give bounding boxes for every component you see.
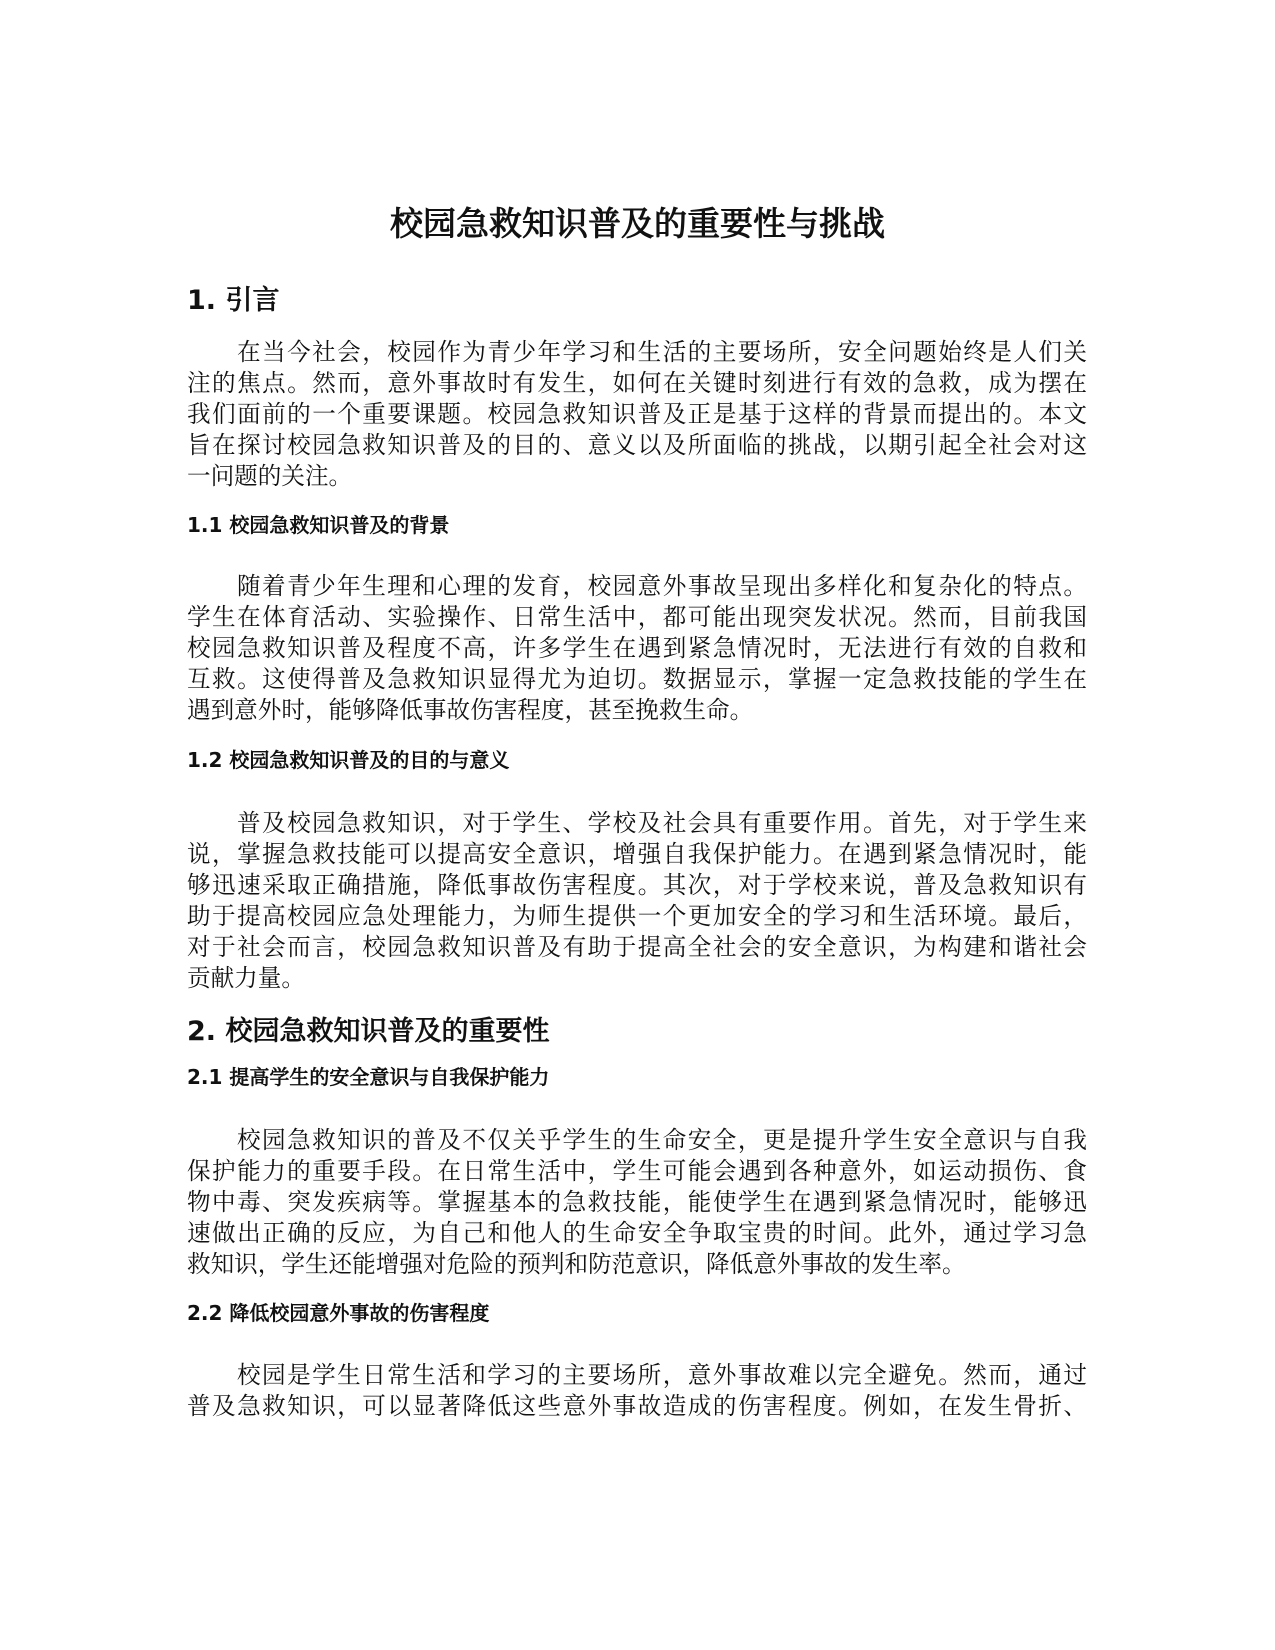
paragraph-line: 速做出正确的反应，为自己和他人的生命安全争取宝贵的时间。此外，通过学习急: [187, 1219, 1087, 1247]
paragraph-line: 遇到意外时，能够降低事故伤害程度，甚至挽救生命。: [187, 696, 754, 724]
intro-paragraph: [187, 337, 1087, 492]
safety-awareness-paragraph: [187, 1125, 1087, 1280]
paragraph-line: 够迅速采取正确措施，降低事故伤害程度。其次，对于学校来说，普及急救知识有: [187, 871, 1087, 899]
reduce-injury-paragraph: [187, 1360, 1087, 1422]
section-heading-intro: 1. 引言: [187, 285, 280, 316]
purpose-paragraph: [187, 808, 1087, 994]
paragraph-line: 在当今社会，校园作为青少年学习和生活的主要场所，安全问题始终是人们关: [237, 338, 1087, 366]
subsection-heading-purpose: 1.2 校园急救知识普及的目的与意义: [187, 748, 510, 772]
paragraph-line: 助于提高校园应急处理能力，为师生提供一个更加安全的学习和生活环境。最后，: [187, 902, 1087, 930]
paragraph-line: 注的焦点。然而，意外事故时有发生，如何在关键时刻进行有效的急救，成为摆在: [187, 369, 1087, 397]
paragraph-line: 随着青少年生理和心理的发育，校园意外事故呈现出多样化和复杂化的特点。: [237, 572, 1087, 600]
paragraph-line: 说，掌握急救技能可以提高安全意识，增强自我保护能力。在遇到紧急情况时，能: [187, 840, 1087, 868]
paragraph-line: 校园是学生日常生活和学习的主要场所，意外事故难以完全避免。然而，通过: [237, 1361, 1087, 1389]
paragraph-line: 校园急救知识的普及不仅关乎学生的生命安全，更是提升学生安全意识与自我: [237, 1126, 1087, 1154]
paragraph-line: 我们面前的一个重要课题。校园急救知识普及正是基于这样的背景而提出的。本文: [187, 400, 1087, 428]
subsection-heading-safety-awareness: 2.1 提高学生的安全意识与自我保护能力: [187, 1065, 550, 1089]
paragraph-line: 旨在探讨校园急救知识普及的目的、意义以及所面临的挑战，以期引起全社会对这: [187, 431, 1087, 459]
paragraph-line: 互救。这使得普及急救知识显得尤为迫切。数据显示，掌握一定急救技能的学生在: [187, 665, 1087, 693]
background-paragraph: [187, 571, 1087, 726]
subsection-heading-reduce-injury: 2.2 降低校园意外事故的伤害程度: [187, 1301, 490, 1325]
paragraph-line: 对于社会而言，校园急救知识普及有助于提高全社会的安全意识，为构建和谐社会: [187, 933, 1087, 961]
paragraph-line: 救知识，学生还能增强对危险的预判和防范意识，降低意外事故的发生率。: [187, 1250, 966, 1278]
document-title: 校园急救知识普及的重要性与挑战: [390, 204, 885, 243]
section-heading-importance: 2. 校园急救知识普及的重要性: [187, 1016, 550, 1047]
paragraph-line: 校园急救知识普及程度不高，许多学生在遇到紧急情况时，无法进行有效的自救和: [187, 634, 1087, 662]
paragraph-line: 一问题的关注。: [187, 462, 353, 490]
paragraph-line: 学生在体育活动、实验操作、日常生活中，都可能出现突发状况。然而，目前我国: [187, 603, 1087, 631]
subsection-heading-background: 1.1 校园急救知识普及的背景: [187, 513, 450, 537]
paragraph-line: 普及急救知识，可以显著降低这些意外事故造成的伤害程度。例如，在发生骨折、: [187, 1392, 1087, 1420]
paragraph-line: 贡献力量。: [187, 964, 305, 992]
paragraph-line: 物中毒、突发疾病等。掌握基本的急救技能，能使学生在遇到紧急情况时，能够迅: [187, 1188, 1087, 1216]
paragraph-line: 普及校园急救知识，对于学生、学校及社会具有重要作用。首先，对于学生来: [237, 809, 1087, 837]
paragraph-line: 保护能力的重要手段。在日常生活中，学生可能会遇到各种意外，如运动损伤、食: [187, 1157, 1087, 1185]
